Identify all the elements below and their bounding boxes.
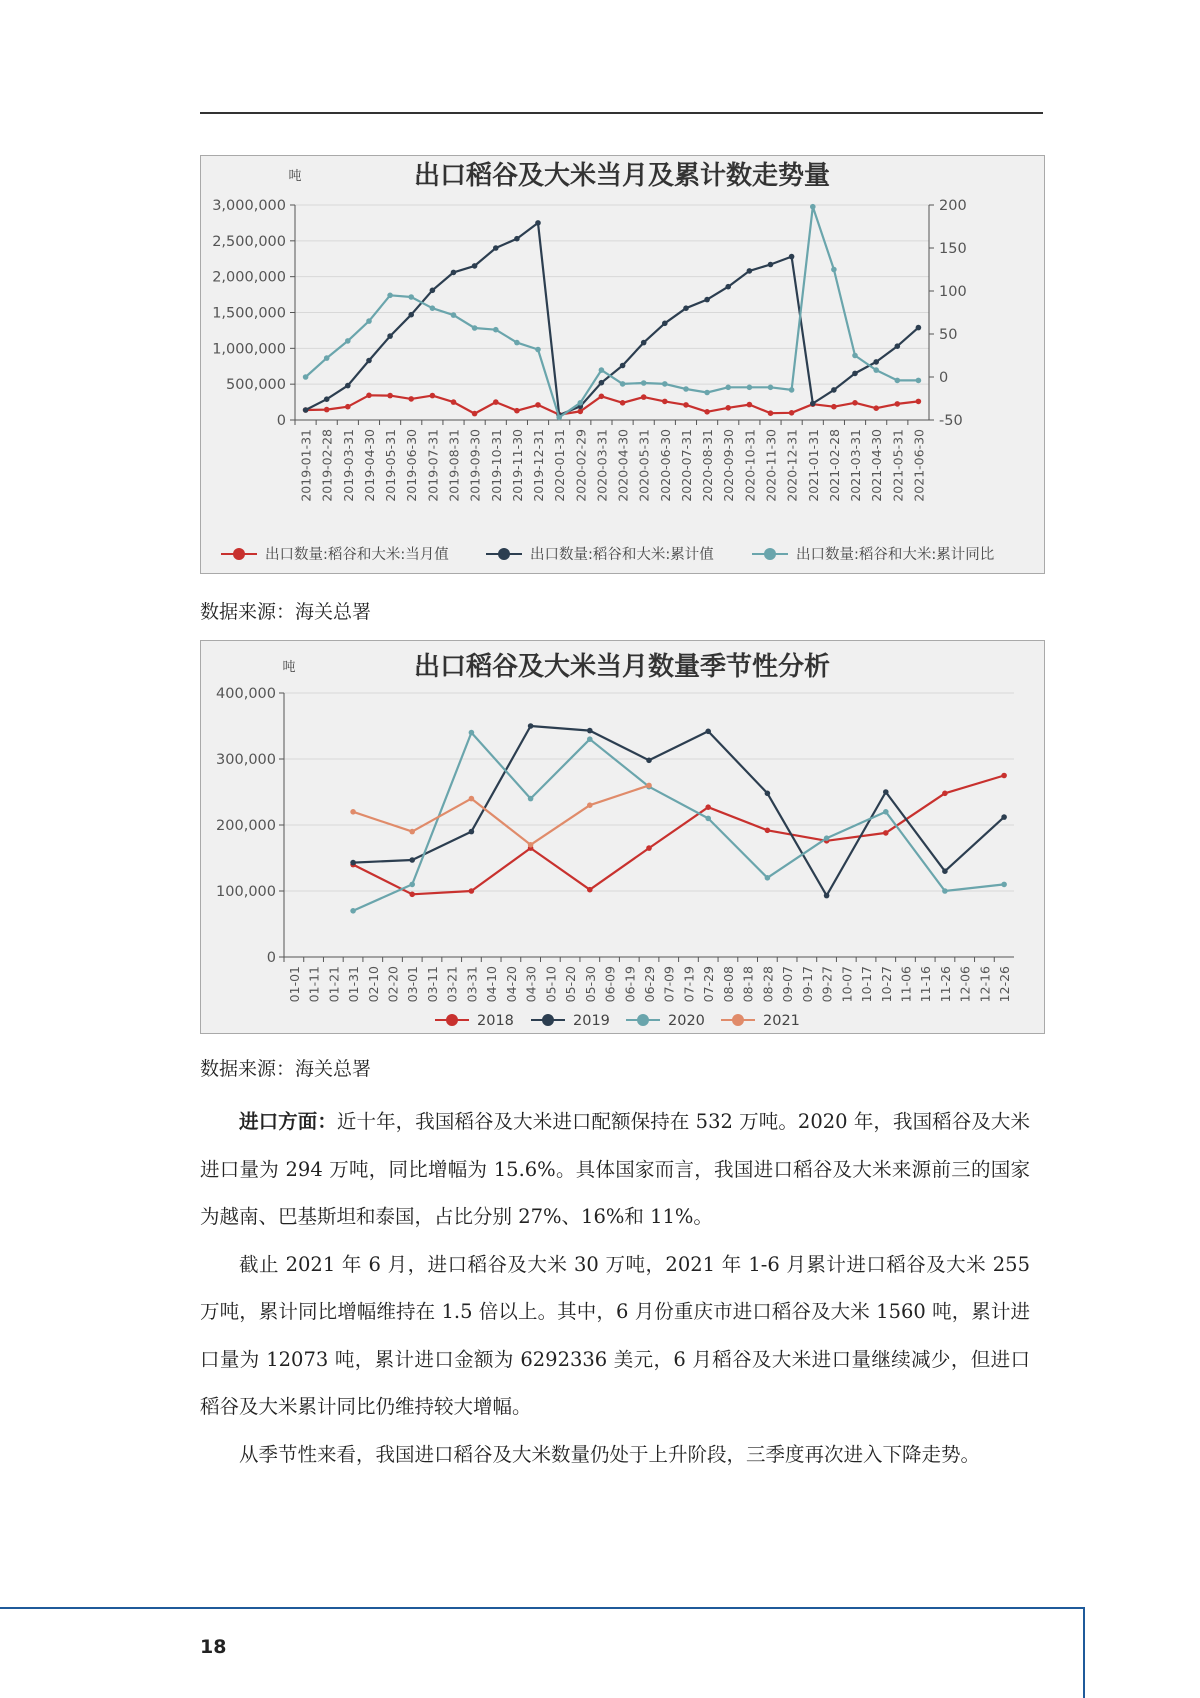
data-point [430, 393, 436, 399]
x-tick-label: 06-09 [602, 966, 618, 1003]
x-tick-label: 2019-06-30 [404, 429, 420, 502]
data-point [303, 374, 309, 380]
x-tick-label: 2020-10-31 [742, 429, 758, 502]
data-point [514, 236, 520, 242]
y2-tick-label: 100 [939, 284, 967, 300]
legend-swatch-marker [637, 1014, 649, 1026]
x-tick-label: 01-01 [286, 966, 302, 1003]
series-line [306, 395, 919, 414]
data-point [409, 892, 415, 898]
x-tick-label: 11-26 [937, 966, 953, 1003]
data-point [469, 796, 475, 802]
y-tick-label: 200,000 [216, 818, 276, 834]
data-point [641, 394, 647, 400]
x-tick-label: 06-29 [642, 966, 657, 1003]
x-tick-label: 2020-07-31 [678, 429, 694, 502]
legend-label: 2020 [668, 1013, 705, 1029]
legend-label: 出口数量:稻谷和大米:累计同比 [796, 547, 995, 563]
data-point [514, 408, 520, 414]
data-point [705, 729, 711, 735]
paragraph-june-2021: 截止 2021 年 6 月，进口稻谷及大米 30 万吨，2021 年 1-6 月累计进口稻谷及大米 255 万吨，累计同比增幅维持在 1.5 倍以上。其中，6 月份重庆市进口稻谷及大米 1560 吨，累计进口量为 12073 吨，累计进口金额为 6292336 美元，6 月稻谷及大米进口量继续减少，但进口稻谷及大米累计同比仍维持较大增幅。 [200, 1252, 1030, 1418]
x-tick-label: 09-07 [780, 966, 796, 1003]
data-point [469, 730, 475, 736]
data-point [768, 262, 774, 268]
data-point [350, 860, 356, 866]
y-axis-unit: 吨 [288, 169, 302, 184]
x-tick-label: 09-27 [819, 966, 835, 1003]
y-tick-label: 300,000 [216, 752, 276, 768]
x-tick-label: 2019-03-31 [340, 429, 356, 502]
y-tick-label: 1,500,000 [212, 305, 286, 322]
data-point [747, 268, 753, 274]
chart-title: 出口稻谷及大米当月数量季节性分析 [413, 652, 831, 682]
data-point [303, 407, 309, 413]
data-point [883, 809, 889, 815]
y-axis-unit: 吨 [282, 660, 296, 675]
data-point [725, 405, 731, 411]
x-tick-label: 12-16 [977, 966, 993, 1003]
legend-swatch-marker [732, 1014, 744, 1026]
data-point [535, 347, 541, 353]
data-point [599, 367, 605, 373]
x-tick-label: 01-11 [306, 966, 322, 1003]
x-tick-label: 2021-01-31 [805, 429, 821, 502]
x-tick-label: 11-16 [918, 966, 934, 1003]
y-tick-label: 500,000 [226, 377, 286, 394]
x-tick-label: 2019-05-31 [383, 429, 399, 502]
x-tick-label: 2020-11-30 [763, 429, 779, 502]
data-point [768, 385, 774, 391]
x-tick-label: 01-21 [326, 966, 342, 1003]
data-point [366, 393, 372, 399]
x-tick-label: 11-06 [898, 966, 914, 1003]
data-point [409, 882, 415, 888]
x-tick-label: 2020-04-30 [615, 429, 631, 502]
paragraph-import [200, 1098, 1030, 1241]
data-point [556, 415, 562, 421]
x-tick-label: 05-30 [582, 966, 598, 1003]
x-tick-label: 2019-04-30 [361, 429, 377, 502]
data-point [469, 829, 475, 835]
data-point [451, 399, 457, 405]
data-point [409, 829, 415, 835]
data-point [387, 393, 393, 399]
data-point [587, 887, 593, 893]
y-tick-label: 3,000,000 [212, 198, 286, 214]
cumulative-export-chart-svg [201, 156, 1044, 573]
data-point [725, 385, 731, 391]
data-point [1001, 773, 1007, 779]
x-tick-label: 08-18 [740, 966, 756, 1003]
data-point [493, 245, 499, 251]
data-point [942, 868, 948, 874]
x-tick-label: 03-21 [444, 966, 460, 1003]
data-point [704, 297, 710, 303]
x-tick-label: 2021-05-31 [890, 429, 906, 502]
x-tick-label: 2020-01-31 [552, 429, 568, 502]
data-point [831, 267, 837, 273]
x-tick-label: 2019-10-31 [488, 429, 504, 502]
cumulative-export-chart [200, 155, 1045, 574]
data-point [641, 340, 647, 346]
data-point [810, 204, 816, 210]
data-point [350, 908, 356, 914]
x-tick-label: 07-19 [681, 966, 697, 1003]
x-tick-label: 08-08 [720, 966, 736, 1003]
x-tick-label: 02-20 [385, 966, 401, 1003]
data-point [408, 396, 414, 402]
data-point [366, 358, 372, 364]
data-point [345, 338, 351, 344]
y-tick-label: 0 [276, 413, 286, 429]
data-point [895, 401, 901, 407]
x-tick-label: 12-26 [997, 966, 1013, 1003]
x-tick-label: 03-31 [464, 966, 480, 1003]
data-point [705, 816, 711, 822]
x-tick-label: 03-01 [405, 966, 421, 1003]
y-tick-label: 0 [266, 950, 276, 966]
paragraph-text: 近十年，我国稻谷及大米进口配额保持在 532 万吨。2020 年，我国稻谷及大米进口量为 294 万吨，同比增幅为 15.6%。具体国家而言，我国进口稻谷及大米来源前三的国家为越南、巴基斯坦和泰国，占比分别 27%、16%和 11%。 [200, 1110, 1030, 1228]
y2-tick-label: 0 [939, 370, 949, 386]
x-tick-label: 01-31 [346, 966, 362, 1003]
page-number: 18 [200, 1636, 227, 1658]
x-tick-label: 04-10 [484, 966, 500, 1003]
data-point [528, 796, 534, 802]
data-point [824, 835, 830, 841]
x-tick-label: 2020-06-30 [657, 429, 673, 502]
data-point [599, 394, 605, 400]
x-tick-label: 03-11 [424, 966, 440, 1003]
legend-label: 2018 [477, 1013, 514, 1029]
data-point [789, 387, 795, 393]
data-point [873, 359, 879, 365]
x-tick-label: 02-10 [365, 966, 381, 1003]
data-point [810, 401, 816, 407]
x-tick-label: 05-20 [563, 966, 579, 1003]
data-point [942, 791, 948, 797]
data-point [387, 293, 393, 299]
x-tick-label: 2021-03-31 [848, 429, 864, 502]
data-point [916, 378, 922, 384]
data-point [472, 263, 478, 269]
x-tick-label: 2020-12-31 [784, 429, 800, 502]
data-point [535, 220, 541, 226]
legend-swatch-marker [764, 548, 776, 560]
data-point [725, 284, 731, 290]
data-point [789, 254, 795, 260]
data-point [535, 402, 541, 408]
x-tick-label: 2020-08-31 [700, 429, 716, 502]
data-point [683, 386, 689, 392]
legend-swatch-marker [498, 548, 510, 560]
series-line [353, 776, 1004, 895]
data-point [451, 270, 457, 276]
legend-label: 出口数量:稻谷和大米:当月值 [265, 547, 449, 563]
data-point [528, 842, 534, 848]
x-tick-label: 10-07 [839, 966, 855, 1003]
data-point [765, 828, 771, 834]
data-point [765, 791, 771, 797]
y-tick-label: 100,000 [216, 884, 276, 900]
y-tick-label: 2,500,000 [212, 233, 286, 250]
chart-title: 出口稻谷及大米当月及累计数走势量 [413, 161, 831, 191]
x-tick-label: 2020-09-30 [721, 429, 737, 502]
data-point [472, 325, 478, 331]
data-point [324, 407, 330, 413]
legend-label: 2019 [573, 1013, 610, 1029]
x-tick-label: 2021-02-28 [826, 429, 842, 502]
data-point [324, 355, 330, 361]
data-point [824, 893, 830, 899]
data-point [916, 325, 922, 331]
data-point [430, 288, 436, 294]
data-point [831, 404, 837, 410]
legend-label: 出口数量:稻谷和大米:累计值 [530, 547, 714, 563]
data-point [704, 390, 710, 396]
data-point [345, 383, 351, 389]
data-point [472, 411, 478, 417]
y-tick-label: 2,000,000 [212, 269, 286, 286]
x-tick-label: 06-19 [622, 966, 638, 1003]
x-tick-label: 08-28 [760, 966, 776, 1003]
data-point [683, 305, 689, 311]
data-point [345, 404, 351, 410]
x-tick-label: 07-09 [661, 966, 677, 1003]
seasonal-export-chart [200, 640, 1045, 1034]
data-point [916, 399, 922, 405]
footer-rule [0, 1607, 1085, 1609]
data-point [646, 783, 652, 789]
data-point [578, 409, 584, 415]
data-point [873, 367, 879, 373]
y2-tick-label: -50 [939, 413, 963, 429]
x-tick-label: 2020-05-31 [636, 429, 652, 502]
data-point [587, 802, 593, 808]
y-tick-label: 1,000,000 [212, 341, 286, 358]
y2-tick-label: 50 [939, 327, 958, 343]
y2-tick-label: 200 [939, 198, 967, 214]
data-point [852, 400, 858, 406]
data-point [366, 318, 372, 324]
paragraph-lead: 进口方面： [239, 1110, 337, 1133]
y2-tick-label: 150 [939, 241, 967, 257]
legend-swatch-marker [233, 548, 245, 560]
legend-swatch-marker [542, 1014, 554, 1026]
data-point [528, 723, 534, 729]
data-point [646, 845, 652, 851]
data-point [852, 353, 858, 359]
data-point [683, 402, 689, 408]
data-source-note: 数据来源：海关总署 [200, 601, 372, 623]
x-tick-label: 2019-02-28 [319, 429, 335, 502]
data-point [883, 830, 889, 836]
data-source-note: 数据来源：海关总署 [200, 1058, 372, 1080]
data-point [493, 327, 499, 333]
data-point [895, 343, 901, 349]
data-point [641, 380, 647, 386]
x-tick-label: 10-17 [859, 966, 875, 1003]
data-point [587, 736, 593, 742]
data-point [831, 387, 837, 393]
data-point [873, 405, 879, 411]
data-point [883, 789, 889, 795]
x-tick-label: 2019-07-31 [425, 429, 441, 502]
body-text [200, 1098, 1030, 1478]
data-point [409, 857, 415, 863]
series-line [353, 785, 649, 844]
data-point [324, 396, 330, 402]
y-tick-label: 400,000 [216, 686, 276, 702]
data-point [408, 312, 414, 318]
x-tick-label: 2021-04-30 [869, 429, 885, 502]
data-point [430, 305, 436, 311]
data-point [747, 385, 753, 391]
x-tick-label: 2020-03-31 [594, 429, 610, 502]
x-tick-label: 2020-02-29 [573, 429, 589, 502]
data-point [705, 804, 711, 810]
data-point [599, 380, 605, 386]
data-point [408, 294, 414, 300]
x-tick-label: 04-30 [523, 966, 539, 1003]
data-point [852, 371, 858, 377]
data-point [620, 381, 626, 387]
data-point [451, 312, 457, 318]
data-point [587, 728, 593, 734]
data-point [514, 340, 520, 346]
legend-swatch-marker [446, 1014, 458, 1026]
x-tick-label: 2019-11-30 [509, 429, 525, 502]
data-point [620, 400, 626, 406]
data-point [469, 888, 475, 894]
data-point [662, 381, 668, 387]
x-tick-label: 2019-09-30 [467, 429, 483, 502]
data-point [350, 809, 356, 815]
data-point [662, 321, 668, 327]
data-point [578, 400, 584, 406]
data-point [646, 758, 652, 764]
x-tick-label: 07-29 [701, 966, 717, 1003]
data-point [789, 410, 795, 416]
x-tick-label: 04-20 [503, 966, 519, 1003]
x-tick-label: 05-10 [543, 966, 559, 1003]
data-point [1001, 882, 1007, 888]
data-point [895, 378, 901, 384]
data-point [662, 399, 668, 405]
footer-rule-vertical [1083, 1607, 1085, 1698]
data-point [704, 409, 710, 415]
data-point [387, 333, 393, 339]
paragraph-seasonality: 从季节性来看，我国进口稻谷及大米数量仍处于上升阶段，三季度再次进入下降走势。 [239, 1442, 981, 1466]
data-point [942, 888, 948, 894]
data-point [620, 363, 626, 369]
x-tick-label: 2019-12-31 [531, 429, 547, 502]
x-tick-label: 10-27 [878, 966, 894, 1003]
x-tick-label: 09-17 [799, 966, 815, 1003]
legend-label: 2021 [763, 1013, 800, 1029]
data-point [768, 410, 774, 416]
x-tick-label: 2019-01-31 [298, 429, 314, 502]
seasonal-export-chart-svg [201, 641, 1044, 1033]
series-line [306, 223, 919, 415]
header-rule [200, 112, 1043, 114]
data-point [493, 399, 499, 405]
x-tick-label: 12-06 [957, 966, 973, 1003]
x-tick-label: 2021-06-30 [911, 429, 927, 502]
x-tick-label: 2019-08-31 [446, 429, 462, 502]
data-point [1001, 814, 1007, 820]
data-point [747, 402, 753, 408]
data-point [765, 875, 771, 881]
